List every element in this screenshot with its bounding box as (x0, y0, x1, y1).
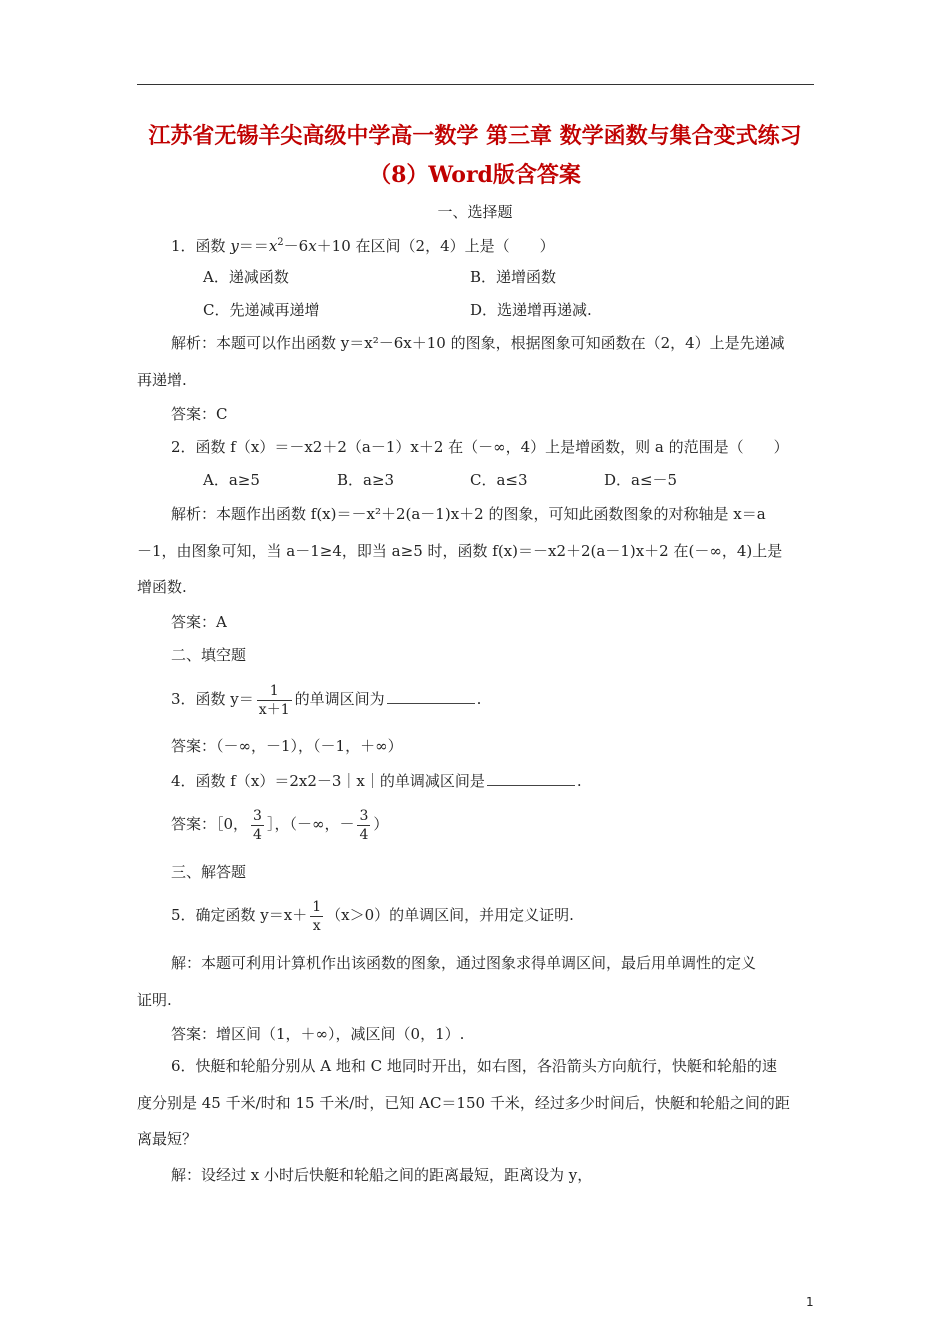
section-heading-solve: 三、解答题 (171, 863, 247, 881)
fraction-3-over-4: $\frac{3}{4}$ (253, 807, 262, 843)
question-1-stem: 1．函数 $y==x^2-6x+10$ 在区间（2，4）上是（ ） (171, 237, 555, 255)
answer-blank (387, 689, 475, 704)
section-heading-fill: 二、填空题 (171, 646, 247, 664)
question-1-option-d: D．选递增再递减. (470, 301, 592, 319)
question-4-stem: 4．函数 f（x）＝2x2－3｜x｜的单调减区间是 . (171, 772, 582, 790)
question-2-option-b: B．a≥3 (337, 471, 395, 489)
page-number: 1 (806, 1295, 814, 1309)
question-5-stem: 5．确定函数 y＝x＋ $\frac{1}{x}$ （x＞0）的单调区间，并用定义证明. (171, 898, 574, 934)
fraction-3-over-4: $\frac{3}{4}$ (359, 807, 369, 843)
document-title-line2: （8）Word版含答案 (369, 162, 581, 188)
question-2-option-c: C．a≤3 (470, 471, 528, 489)
question-2-analysis-line3: 增函数. (137, 578, 187, 596)
question-6-line3: 离最短？ (137, 1130, 198, 1148)
question-1-option-c: C．先递减再递增 (203, 301, 320, 319)
header-rule (137, 84, 814, 85)
fraction-1-over-x: $\frac{1}{x}$ (312, 898, 322, 934)
section-heading-choice: 一、选择题 (437, 203, 513, 221)
fraction-1-over-x-plus-1: $\frac{1}{x+1}$ (258, 682, 290, 718)
question-6-line2: 度分别是 45 千米/时和 15 千米/时，已知 AC＝150 千米，经过多少时间后，快艇和轮船之间的距 (137, 1094, 790, 1112)
question-2-analysis-line1: 解析：本题作出函数 f(x)＝－x²＋2(a－1)x＋2 的图象，可知此函数图象的对称轴是 x＝a (171, 505, 766, 523)
question-2-stem: 2．函数 f（x）＝－x2＋2（a－1）x＋2 在（－∞，4）上是增函数，则 a 的范围是（ ） (171, 438, 789, 456)
question-6-solution: 解：设经过 x 小时后快艇和轮船之间的距离最短，距离设为 y， (171, 1166, 593, 1184)
question-2-answer: 答案：A (171, 613, 227, 631)
question-1-option-a: A．递减函数 (203, 268, 289, 286)
question-4-answer: 答案：［0， $\frac{3}{4}$ ］，（－∞，－ $\frac{3}{4}$ ） (171, 807, 389, 843)
question-2-option-d: D．a≤－5 (604, 471, 678, 489)
question-6-line1: 6．快艇和轮船分别从 A 地和 C 地同时开出，如右图，各沿箭头方向航行，快艇和轮船的速 (171, 1057, 777, 1075)
question-2-analysis-line2: －1，由图象可知，当 a－1≥4，即当 a≥5 时，函数 f(x)＝－x2＋2(a－1)x＋2 在(－∞，4)上是 (137, 542, 783, 560)
question-2-option-a: A．a≥5 (203, 471, 260, 489)
question-3-answer: 答案：（－∞，－1），（－1，＋∞） (171, 737, 403, 755)
question-5-solution-line2: 证明. (137, 991, 172, 1009)
question-1-analysis-line2: 再递增. (137, 371, 187, 389)
question-1-option-b: B．递增函数 (470, 268, 557, 286)
document-title-line1: 江苏省无锡羊尖高级中学高一数学 第三章 数学函数与集合变式练习 (148, 123, 802, 149)
question-5-solution-line1: 解：本题可利用计算机作出该函数的图象，通过图象求得单调区间，最后用单调性的定义 (171, 954, 757, 972)
question-1-analysis-line1: 解析：本题可以作出函数 y＝x²－6x＋10 的图象，根据图象可知函数在（2，4）上是先递减 (171, 334, 785, 352)
answer-blank (487, 771, 575, 786)
question-1-answer: 答案：C (171, 405, 228, 423)
question-5-answer: 答案：增区间（1，＋∞），减区间（0，1）. (171, 1025, 465, 1043)
question-3-stem: 3．函数 y＝ $\frac{1}{x+1}$ 的单调区间为 . (171, 682, 482, 718)
